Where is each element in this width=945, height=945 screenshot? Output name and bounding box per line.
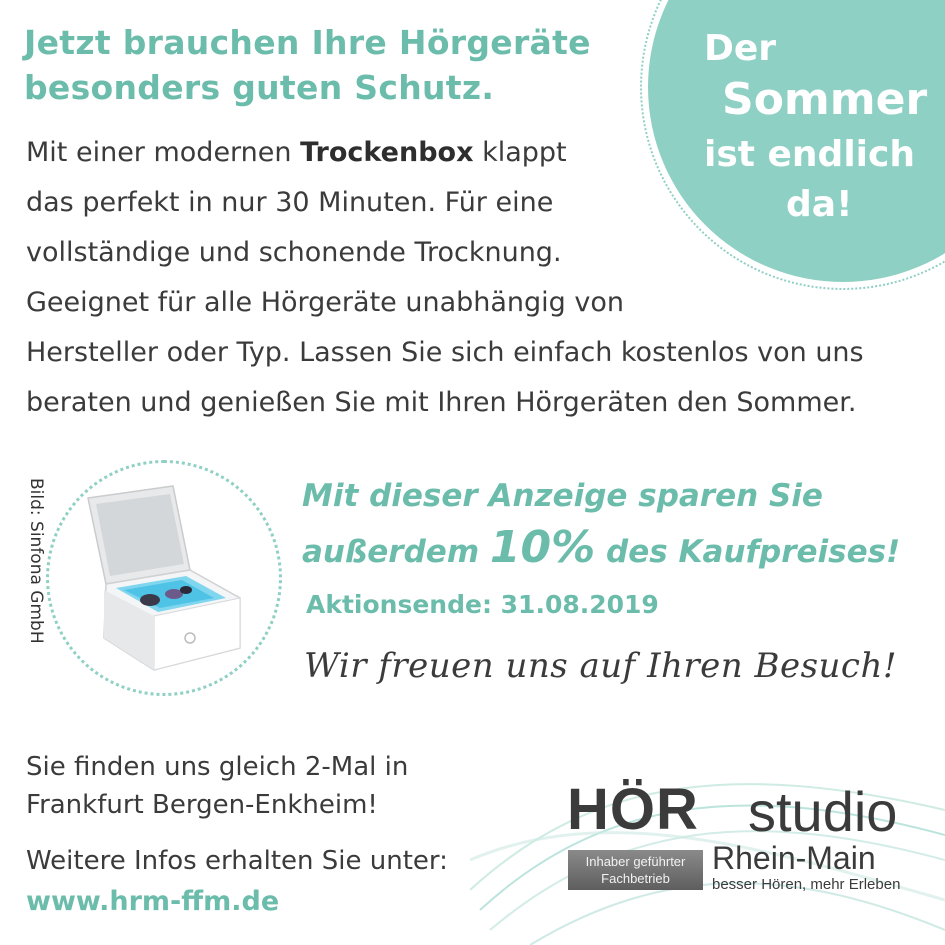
website-link[interactable]: www.hrm-ffm.de — [26, 886, 280, 917]
logo-badge-line-2: Fachbetrieb — [601, 871, 670, 886]
headline-line-1: Jetzt brauchen Ihre Hörgeräte — [24, 23, 591, 62]
offer-percentage: 10% — [489, 522, 596, 573]
offer-line-2-post: des Kaufpreises! — [595, 534, 901, 570]
locations-line-1: Sie finden uns gleich 2-Mal in — [26, 752, 409, 782]
offer-line-1: Mit dieser Anzeige sparen Sie — [302, 478, 823, 514]
offer-text — [302, 470, 942, 578]
offer-deadline: Aktionsende: 31.08.2019 — [306, 590, 659, 619]
image-credit: Bild: Sinfona GmbH — [26, 478, 46, 644]
logo-badge-line-1: Inhaber geführter — [585, 854, 686, 869]
info-text: Weitere Infos erhalten Sie unter: — [26, 846, 448, 876]
body-line-2: das perfekt in nur 30 Minuten. Für eine — [26, 187, 554, 218]
badge-line-2: Sommer — [722, 74, 928, 125]
body-line-1-pre: Mit einer modernen — [26, 137, 301, 168]
drying-box-image — [78, 478, 258, 678]
locations-line-2: Frankfurt Bergen-Enkheim! — [26, 790, 378, 820]
offer-line-2-pre: außerdem — [302, 534, 490, 570]
badge-line-4: da! — [786, 184, 853, 225]
logo-slogan: besser Hören, mehr Erleben — [712, 876, 901, 893]
body-line-1-post: klappt — [473, 137, 567, 168]
trockenbox-bold: Trockenbox — [300, 137, 474, 168]
logo-region: Rhein-Main — [712, 840, 876, 876]
locations-text — [26, 748, 408, 824]
logo-brand-light: studio — [748, 780, 898, 843]
body-line-5: Hersteller oder Typ. Lassen Sie sich einfach kostenlos von uns — [26, 337, 864, 368]
logo-brand-bold: HÖR — [567, 777, 699, 842]
logo-owner-badge — [568, 850, 703, 890]
body-line-3: vollständige und schonende Trocknung. — [26, 237, 562, 268]
body-line-4: Geeignet für alle Hörgeräte unabhängig von — [26, 287, 624, 318]
badge-line-3: ist endlich — [704, 134, 915, 175]
badge-line-1: Der — [704, 28, 777, 69]
offer-line-2 — [302, 522, 942, 578]
body-line-6: beraten und genießen Sie mit Ihren Hörgeräten den Sommer. — [26, 387, 857, 418]
headline-line-2: besonders guten Schutz. — [24, 68, 495, 107]
headline — [24, 20, 644, 110]
closing-script: Wir freuen uns auf Ihren Besuch! — [304, 646, 898, 686]
